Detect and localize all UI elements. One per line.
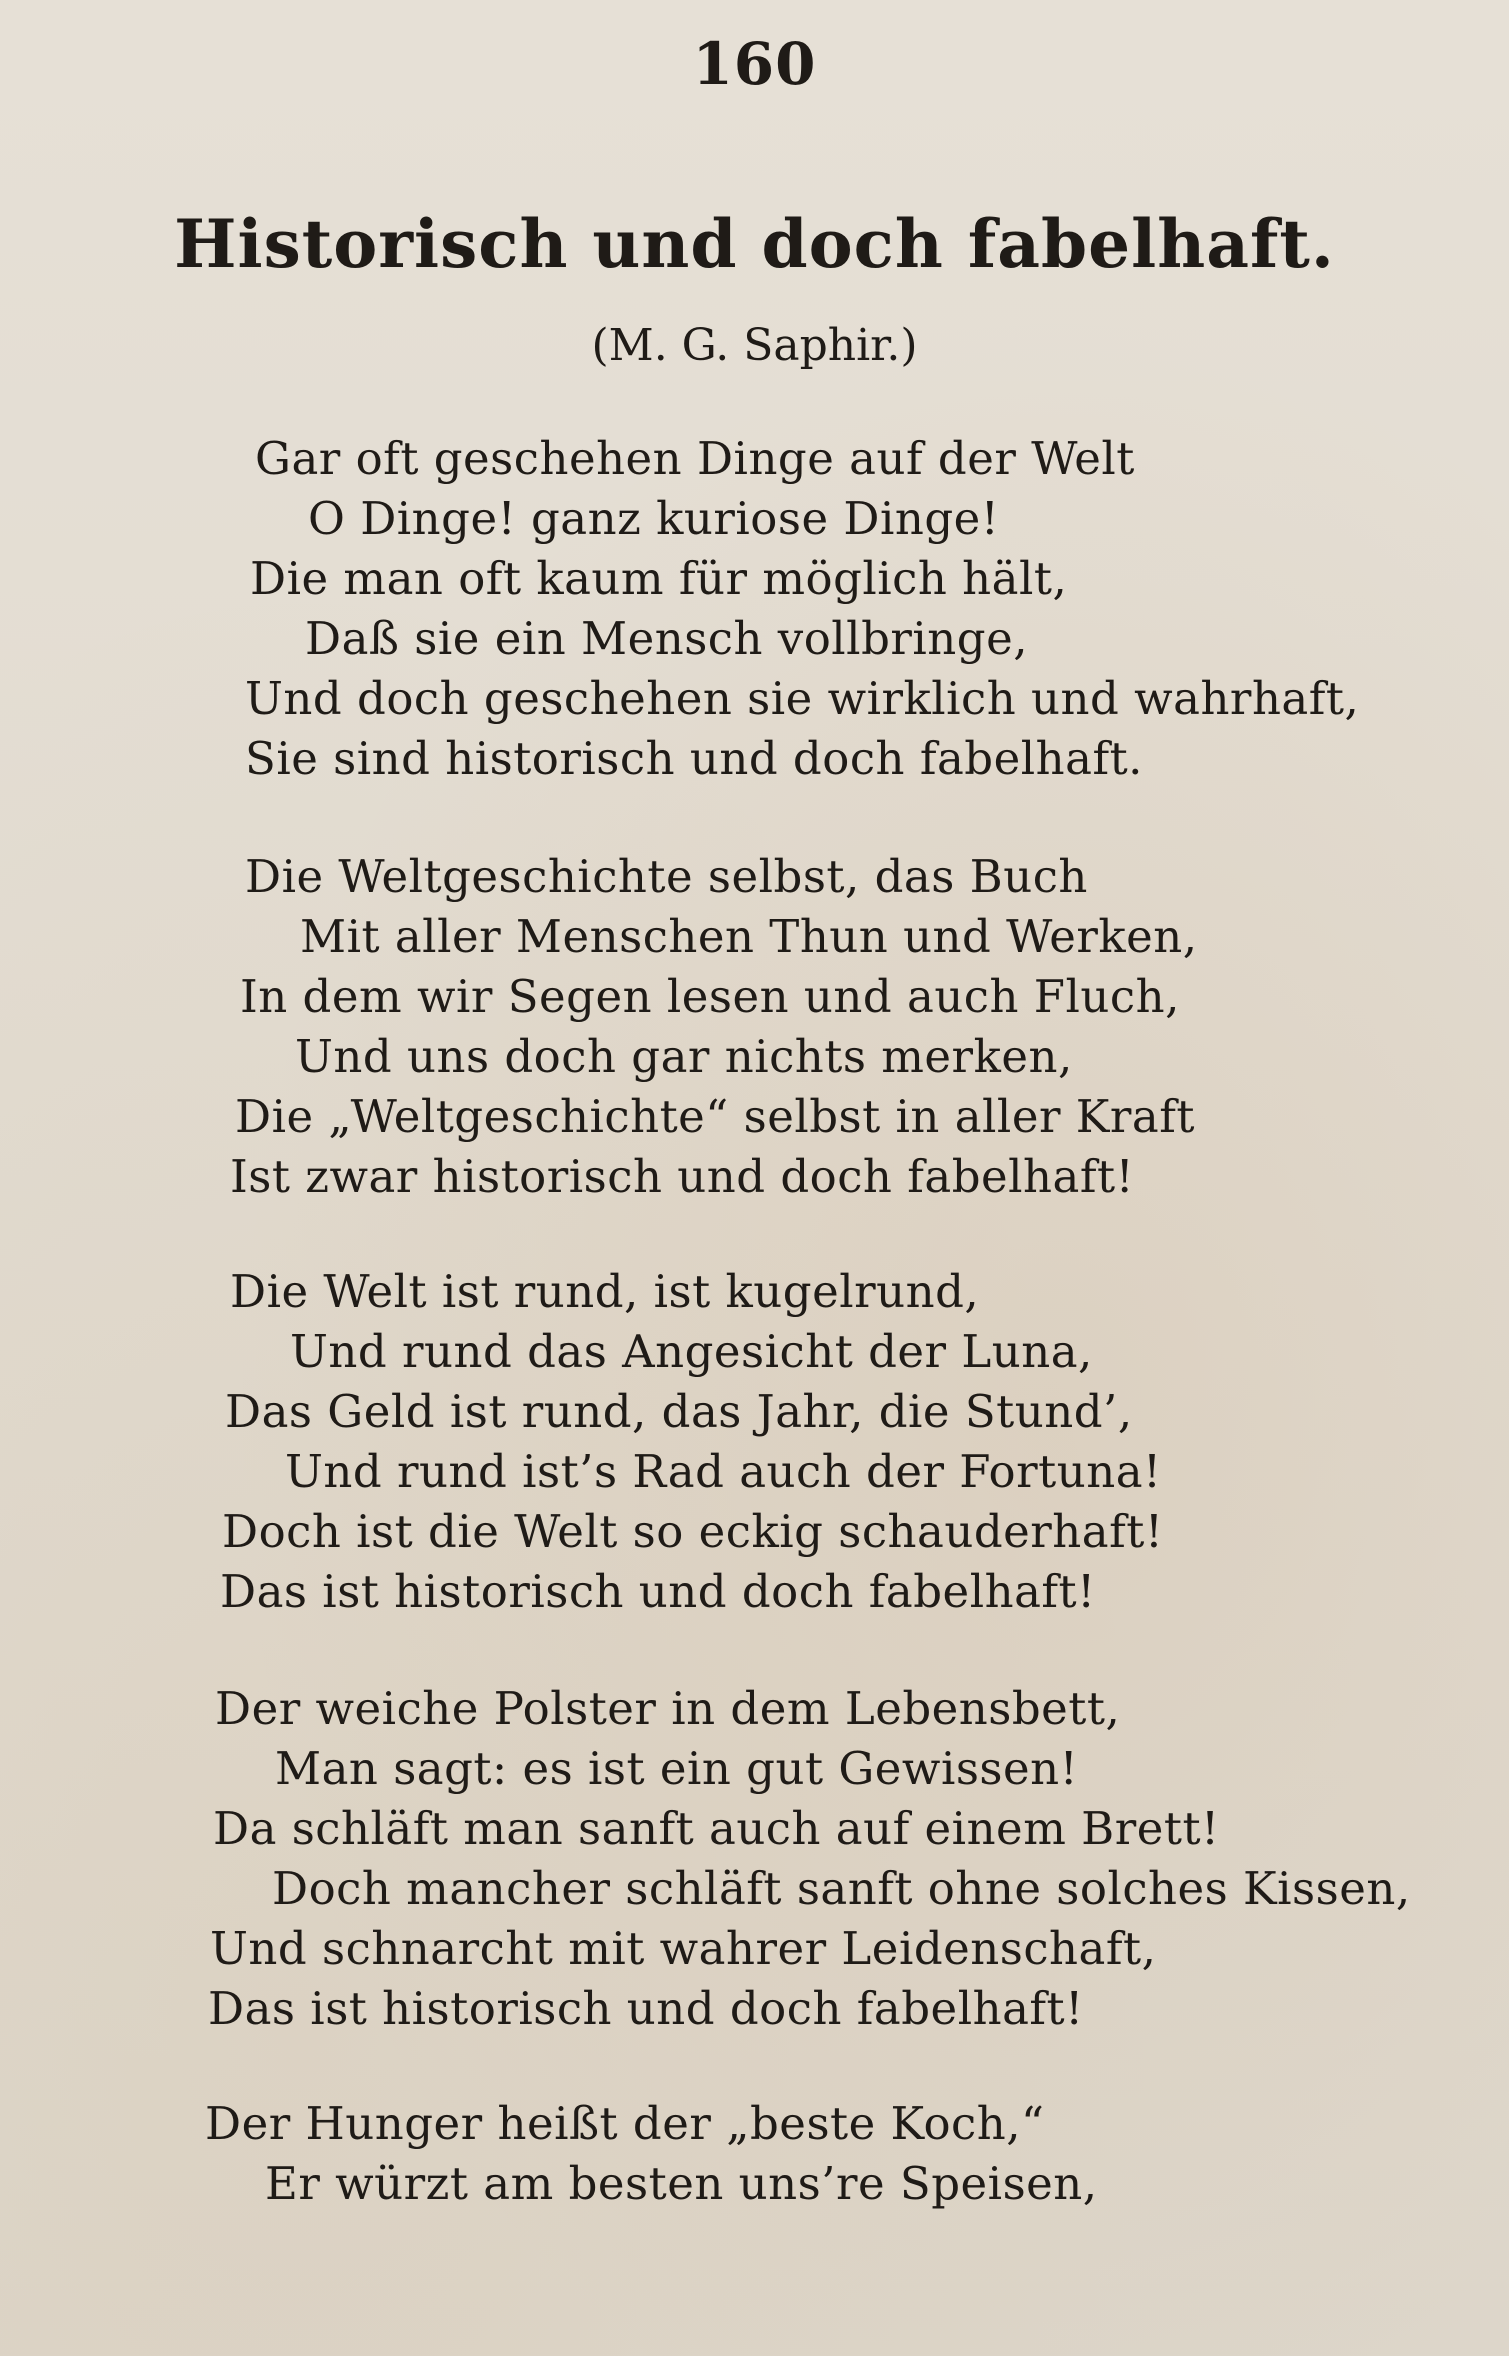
- poem-line: Der Hunger heißt der „beste Koch,“: [205, 2097, 1045, 2150]
- poem-line: Gar oft geschehen Dinge auf der Welt: [255, 432, 1135, 485]
- poem-title: Historisch und doch fabelhaft.: [174, 205, 1335, 283]
- poem-line: Und doch geschehen sie wirklich und wahrhaft,: [245, 672, 1360, 725]
- poem-line: Daß sie ein Mensch vollbringe,: [305, 612, 1029, 665]
- poem-line: Die Welt ist rund, ist kugelrund,: [230, 1265, 980, 1318]
- poem-line: Die Weltgeschichte selbst, das Buch: [245, 850, 1088, 903]
- poem-line: Sie sind historisch und doch fabelhaft.: [245, 732, 1143, 785]
- poem-line: Man sagt: es ist ein gut Gewissen!: [275, 1742, 1079, 1795]
- poem-line: Und uns doch gar nichts merken,: [295, 1030, 1073, 1083]
- poem-line: Und schnarcht mit wahrer Leidenschaft,: [210, 1922, 1157, 1975]
- poem-line: O Dinge! ganz kuriose Dinge!: [308, 492, 1000, 545]
- poem-line: Und rund das Angesicht der Luna,: [290, 1325, 1093, 1378]
- poem-line: In dem wir Segen lesen und auch Fluch,: [240, 970, 1180, 1023]
- poem-line: Das ist historisch und doch fabelhaft!: [208, 1982, 1084, 2035]
- poem-line: Die „Weltgeschichte“ selbst in aller Kraft: [235, 1090, 1195, 1143]
- poem-line: Doch mancher schläft sanft ohne solches Kissen,: [272, 1862, 1411, 1915]
- poem-line: Ist zwar historisch und doch fabelhaft!: [230, 1150, 1135, 1203]
- poem-line: Die man oft kaum für möglich hält,: [250, 552, 1068, 605]
- poem-line: Doch ist die Welt so eckig schauderhaft!: [222, 1505, 1164, 1558]
- poem-line: Mit aller Menschen Thun und Werken,: [300, 910, 1198, 963]
- poem-line: Der weiche Polster in dem Lebensbett,: [215, 1682, 1121, 1735]
- page-number: 160: [692, 30, 817, 98]
- poem-line: Er würzt am besten uns’re Speisen,: [265, 2157, 1098, 2210]
- poem-line: Das Geld ist rund, das Jahr, die Stund’,: [225, 1385, 1133, 1438]
- poem-line: Das ist historisch und doch fabelhaft!: [220, 1565, 1096, 1618]
- poem-line: Und rund ist’s Rad auch der Fortuna!: [285, 1445, 1162, 1498]
- poem-line: Da schläft man sanft auch auf einem Brett!: [213, 1802, 1220, 1855]
- poem-author: (M. G. Saphir.): [591, 320, 918, 371]
